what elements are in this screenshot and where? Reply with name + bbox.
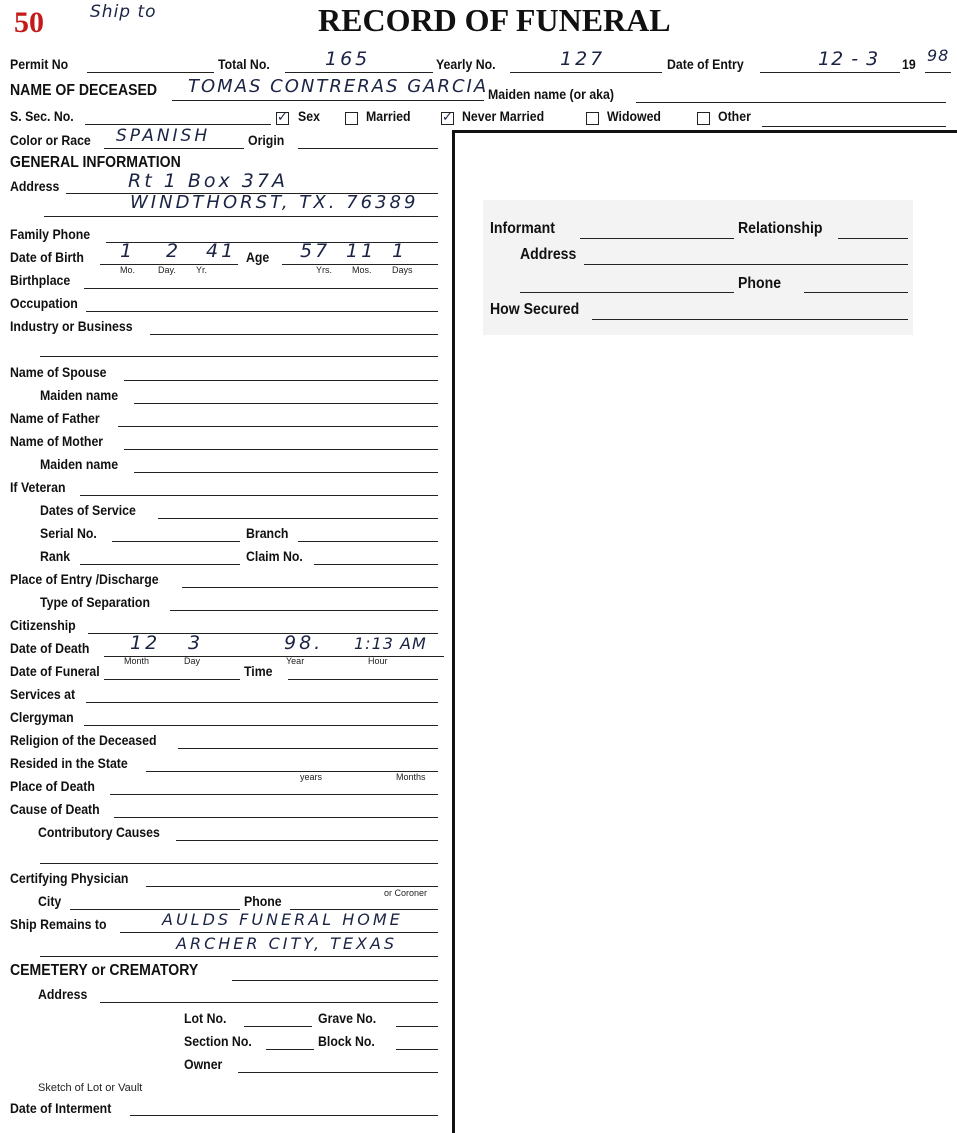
birthplace-line [84, 288, 438, 289]
spouse-line [124, 380, 438, 381]
address-line-2 [44, 216, 438, 217]
yearly-no-value: 127 [560, 48, 606, 70]
clergyman-label: Clergyman [10, 709, 74, 725]
grave-label: Grave No. [318, 1010, 377, 1026]
family-phone-label: Family Phone [10, 226, 91, 242]
block-line [396, 1049, 438, 1050]
physician-line [146, 886, 438, 887]
birth-day-value: 2 [166, 240, 182, 262]
informant-phone-line [804, 292, 908, 293]
occupation-line [86, 311, 438, 312]
origin-line [298, 148, 438, 149]
block-label: Block No. [318, 1033, 375, 1049]
yearly-no-label: Yearly No. [436, 56, 496, 72]
mother-maiden-line [134, 472, 438, 473]
ship-remains-value-2: ARCHER CITY, TEXAS [176, 934, 398, 953]
married-checkbox[interactable] [345, 112, 358, 125]
resided-line [146, 771, 438, 772]
time-line [288, 679, 438, 680]
ship-remains-label: Ship Remains to [10, 916, 107, 932]
ship-remains-value-1: AULDS FUNERAL HOME [162, 910, 403, 929]
color-race-label: Color or Race [10, 132, 91, 148]
religion-line [178, 748, 438, 749]
how-secured-label: How Secured [490, 301, 580, 318]
sketch-caption: Sketch of Lot or Vault [38, 1082, 143, 1094]
month-caption: Month [124, 656, 150, 666]
ssn-label: S. Sec. No. [10, 108, 74, 124]
claim-line [314, 564, 438, 565]
lot-line [244, 1026, 312, 1027]
rank-label: Rank [40, 548, 71, 564]
age-years-value: 57 [300, 240, 331, 262]
city-label: City [38, 893, 62, 909]
yrs-caption: Yrs. [316, 265, 333, 275]
other-label: Other [718, 108, 751, 124]
day-caption-death: Day [184, 656, 201, 666]
spouse-maiden-label: Maiden name [40, 387, 119, 403]
father-line [118, 426, 438, 427]
branch-label: Branch [246, 525, 289, 541]
other-checkbox[interactable] [697, 112, 710, 125]
interment-line [130, 1115, 438, 1116]
industry-label: Industry or Business [10, 318, 133, 334]
entry-discharge-line [182, 587, 438, 588]
permit-no-label: Permit No [10, 56, 69, 72]
phone-label: Phone [244, 893, 282, 909]
rank-line [80, 564, 240, 565]
address-value-2: WINDTHORST, TX. 76389 [130, 192, 419, 213]
sex-label: Sex [298, 108, 320, 124]
birth-year-value: 41 [206, 240, 237, 262]
ship-remains-line-1 [120, 932, 438, 933]
separation-label: Type of Separation [40, 594, 150, 610]
informant-line [580, 238, 734, 239]
married-label: Married [366, 108, 411, 124]
how-secured-line [592, 319, 908, 320]
services-line [86, 702, 438, 703]
entry-year-line [925, 72, 951, 73]
claim-label: Claim No. [246, 548, 303, 564]
death-hour-value: 1:13 AM [354, 634, 427, 653]
date-of-death-line [104, 656, 444, 657]
cause-of-death-label: Cause of Death [10, 801, 100, 817]
spouse-maiden-line [134, 403, 438, 404]
ssn-line [85, 124, 271, 125]
address-value-1: Rt 1 Box 37A [128, 170, 288, 192]
permit-no-line [87, 72, 214, 73]
services-label: Services at [10, 686, 76, 702]
name-of-deceased-label: NAME OF DECEASED [10, 82, 158, 99]
relationship-line [838, 238, 908, 239]
deceased-name-line [172, 100, 484, 101]
separation-line [170, 610, 438, 611]
section-line [266, 1049, 314, 1050]
age-months-value: 11 [346, 240, 377, 262]
cemetery-heading: CEMETERY or CREMATORY [10, 962, 199, 979]
mos-caption: Mos. [352, 265, 372, 275]
handwritten-annotation: Ship to [90, 2, 157, 22]
total-no-line [285, 72, 433, 73]
section-label: Section No. [184, 1033, 252, 1049]
death-month-value: 12 [130, 632, 161, 654]
ship-remains-line-2 [40, 956, 438, 957]
father-label: Name of Father [10, 410, 100, 426]
mo-caption: Mo. [120, 265, 136, 275]
total-no-value: 165 [325, 48, 371, 70]
industry-line-2 [40, 356, 438, 357]
mother-line [124, 449, 438, 450]
date-of-death-label: Date of Death [10, 640, 90, 656]
entry-discharge-label: Place of Entry /Discharge [10, 571, 159, 587]
clergyman-line [84, 725, 438, 726]
death-year-value: 98. [284, 632, 324, 654]
date-of-entry-label: Date of Entry [667, 56, 744, 72]
interment-label: Date of Interment [10, 1100, 112, 1116]
informant-label: Informant [490, 220, 555, 237]
dates-service-line [158, 518, 438, 519]
hour-caption: Hour [368, 656, 388, 666]
mother-maiden-label: Maiden name [40, 456, 119, 472]
date-of-funeral-line [104, 679, 240, 680]
deceased-name-value: TOMAS CONTRERAS GARCIA [188, 76, 489, 97]
widowed-label: Widowed [607, 108, 661, 124]
dates-service-label: Dates of Service [40, 502, 136, 518]
citizenship-label: Citizenship [10, 617, 76, 633]
months-caption: Months [396, 772, 426, 782]
branch-line [298, 541, 438, 542]
age-label: Age [246, 249, 270, 265]
general-info-heading: GENERAL INFORMATION [10, 154, 181, 171]
origin-label: Origin [248, 132, 285, 148]
spouse-label: Name of Spouse [10, 364, 107, 380]
day-caption: Day. [158, 265, 176, 275]
resided-label: Resided in the State [10, 755, 128, 771]
contributory-label: Contributory Causes [38, 824, 160, 840]
age-days-value: 1 [392, 240, 408, 262]
address-label: Address [10, 178, 60, 194]
sex-checkbox[interactable] [276, 112, 289, 125]
nineteen-label: 19 [902, 56, 916, 72]
never-married-label: Never Married [462, 108, 545, 124]
other-line [762, 126, 946, 127]
date-of-funeral-label: Date of Funeral [10, 663, 100, 679]
veteran-line [80, 495, 438, 496]
never-married-checkbox[interactable] [441, 112, 454, 125]
page-number: 50 [14, 6, 44, 39]
occupation-label: Occupation [10, 295, 78, 311]
veteran-label: If Veteran [10, 479, 66, 495]
maiden-aka-line [636, 102, 946, 103]
years-caption: years [300, 772, 323, 782]
lot-label: Lot No. [184, 1010, 227, 1026]
widowed-checkbox[interactable] [586, 112, 599, 125]
informant-address-line-2 [520, 292, 734, 293]
cemetery-address-line [100, 1002, 438, 1003]
death-day-value: 3 [188, 632, 204, 654]
date-of-entry-line [760, 72, 900, 73]
race-line [104, 148, 244, 149]
birth-month-value: 1 [120, 240, 136, 262]
mother-label: Name of Mother [10, 433, 104, 449]
grave-line [396, 1026, 438, 1027]
serial-label: Serial No. [40, 525, 97, 541]
page-title: RECORD OF FUNERAL [318, 2, 671, 38]
race-value: SPANISH [116, 126, 211, 146]
physician-label: Certifying Physician [10, 870, 129, 886]
maiden-aka-label: Maiden name (or aka) [488, 86, 614, 102]
contributory-line-2 [40, 863, 438, 864]
cause-of-death-line [114, 817, 438, 818]
total-no-label: Total No. [218, 56, 270, 72]
yr-caption: Yr. [196, 265, 208, 275]
cemetery-line [232, 980, 438, 981]
informant-address-label: Address [520, 246, 577, 263]
date-of-entry-value: 12 - 3 [818, 48, 880, 70]
cemetery-address-label: Address [38, 986, 88, 1002]
entry-year-value: 98 [927, 46, 950, 65]
yearly-no-line [510, 72, 662, 73]
date-of-birth-label: Date of Birth [10, 249, 84, 265]
industry-line [150, 334, 438, 335]
relationship-label: Relationship [738, 220, 823, 237]
place-of-death-line [110, 794, 438, 795]
family-phone-line [106, 242, 438, 243]
serial-line [112, 541, 240, 542]
or-coroner-caption: or Coroner [384, 888, 428, 898]
informant-address-line [584, 264, 908, 265]
owner-label: Owner [184, 1056, 223, 1072]
religion-label: Religion of the Deceased [10, 732, 157, 748]
days-caption: Days [392, 265, 413, 275]
year-caption: Year [286, 656, 305, 666]
time-label: Time [244, 663, 273, 679]
place-of-death-label: Place of Death [10, 778, 95, 794]
owner-line [238, 1072, 438, 1073]
informant-phone-label: Phone [738, 275, 782, 292]
contributory-line [176, 840, 438, 841]
birthplace-label: Birthplace [10, 272, 71, 288]
